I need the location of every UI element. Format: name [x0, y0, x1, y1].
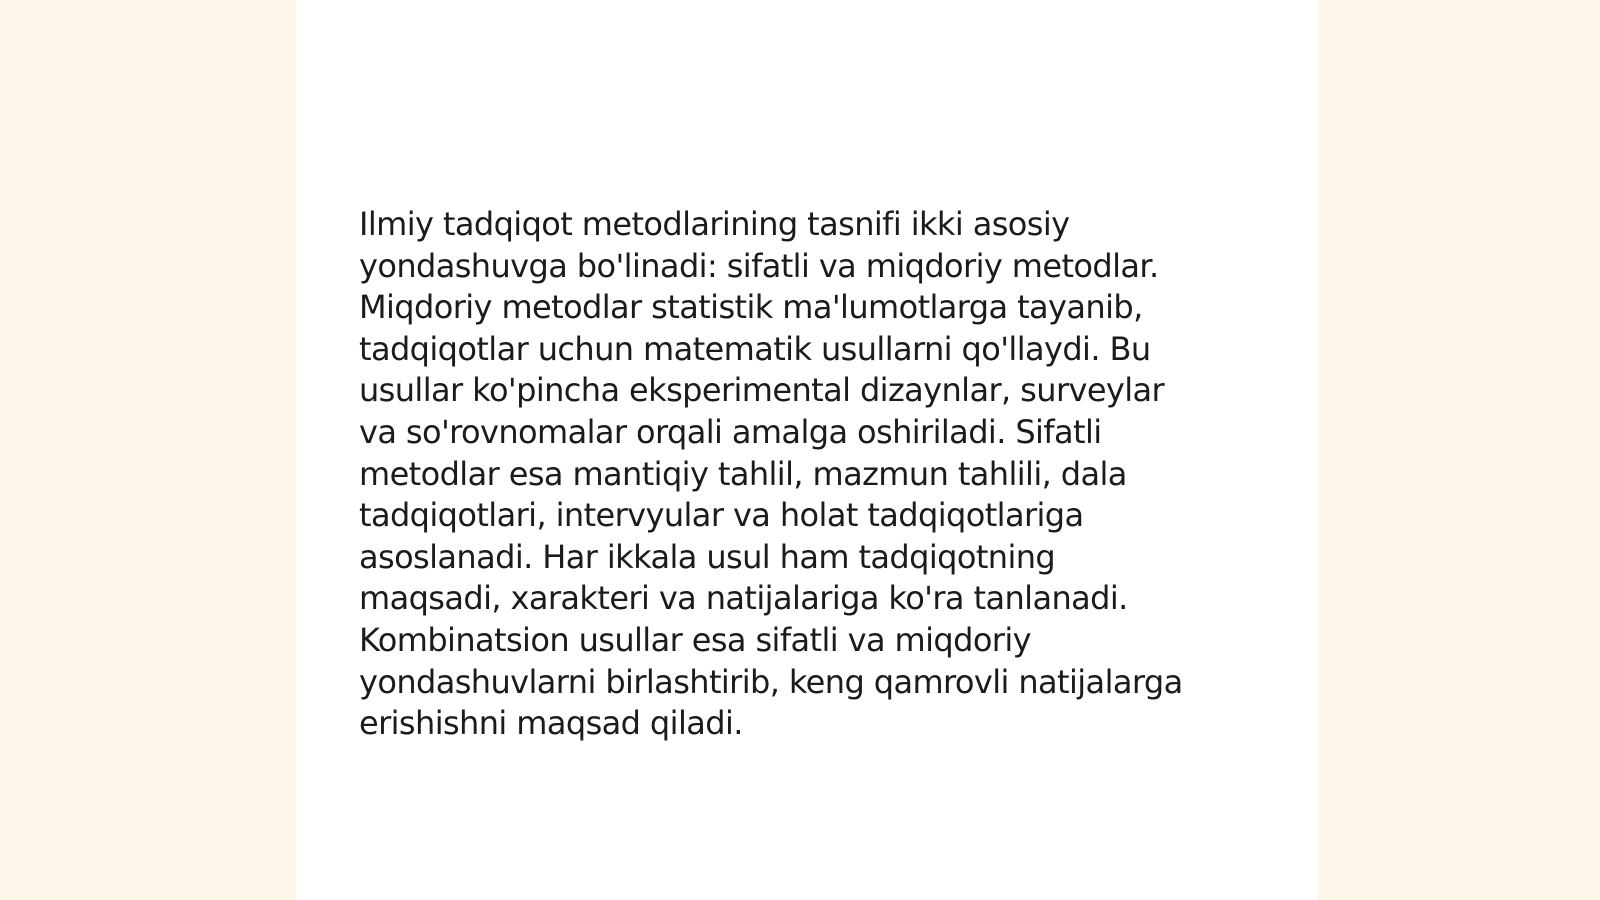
- paragraph-line: Miqdoriy metodlar statistik ma'lumotlarga tayanib,: [359, 288, 1143, 327]
- paragraph-line: Ilmiy tadqiqot metodlarining tasnifi ikki asosiy: [359, 205, 1070, 243]
- paragraph-line: usullar ko'pincha eksperimental dizaynlar, surveylar: [359, 371, 1165, 410]
- paragraph-line: metodlar esa mantiqiy tahlil, mazmun tahlili, dala: [359, 454, 1127, 493]
- paragraph-line: maqsadi, xarakteri va natijalariga ko'ra tanlanadi.: [359, 579, 1128, 618]
- body-paragraph: [359, 204, 1239, 745]
- paragraph-line: tadqiqotlari, intervyular va holat tadqiqotlariga: [359, 496, 1084, 535]
- paragraph-line: va so'rovnomalar orqali amalga oshiriladi. Sifatli: [359, 412, 1102, 451]
- paragraph-line: tadqiqotlar uchun matematik usullarni qo'llaydi. Bu: [359, 329, 1151, 368]
- paragraph-line: yondashuvlarni birlashtirib, keng qamrovli natijalarga: [359, 662, 1183, 701]
- slide-page: [296, 0, 1318, 900]
- paragraph-line: asoslanadi. Har ikkala usul ham tadqiqotning: [359, 537, 1056, 576]
- paragraph-line: erishishni maqsad qiladi.: [359, 704, 743, 743]
- paragraph-line: yondashuvga bo'linadi: sifatli va miqdoriy metodlar.: [359, 246, 1159, 285]
- paragraph-line: Kombinatsion usullar esa sifatli va miqdoriy: [359, 620, 1031, 659]
